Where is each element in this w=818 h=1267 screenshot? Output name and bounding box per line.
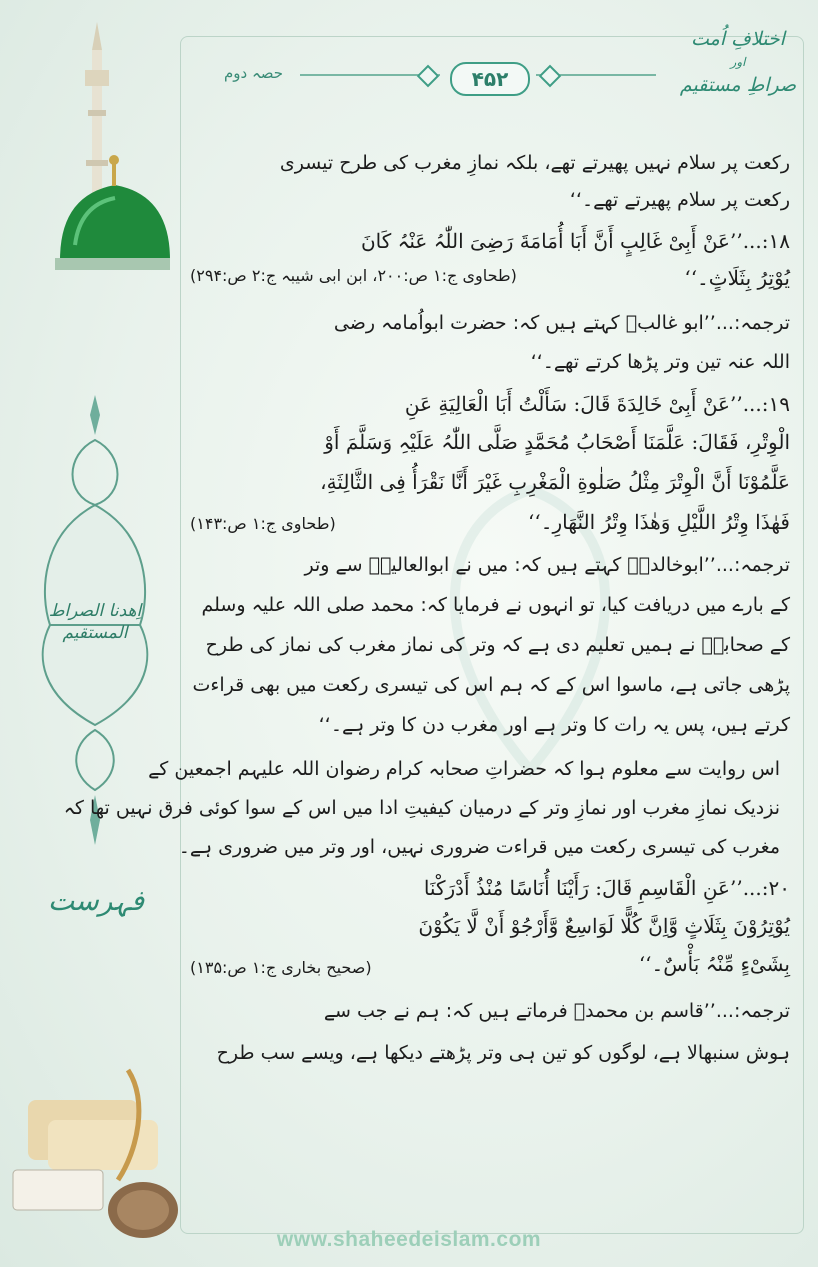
text-line: ہوش سنبھالا ہے، لوگوں کو تین ہی وتر پڑھتے دیکھا ہے، ویسے سب طرح bbox=[216, 1042, 790, 1064]
arabic-line: ۱۹:...’’عَنْ أَبِیْ خَالِدَةَ قَالَ: سَأَلْتُ أَبَا الْعَالِیَةِ عَنِ bbox=[404, 392, 790, 416]
text-line: کرتے ہیں، پس یہ رات کا وتر ہے اور مغرب دن کا وتر ہے۔‘‘ bbox=[318, 714, 790, 736]
arabic-line: یُوْتِرُوْنَ بِثَلَاثٍ وَّاِنَّ کُلًّا لَوَاسِعٌ وَّأَرْجُوْ أَنْ لَّا یَکُوْنَ bbox=[418, 914, 790, 938]
reference: (صحیح بخاری ج:۱ ص:۱۳۵) bbox=[190, 958, 372, 977]
scrolls-quill-icon bbox=[8, 1060, 188, 1250]
arabic-line: ۲۰:...’’عَنِ الْقَاسِمِ قَالَ: رَأَیْنَا أُنَاسًا مُنْذُ أَدْرَکْنَا bbox=[423, 876, 790, 900]
arabic-line: عَلَّمُوْنَا أَنَّ الْوِتْرَ مِثْلُ صَلٰوةِ الْمَغْرِبِ غَیْرَ أَنَّا نَقْرَأُ فِی الثَّالِثَةِ، bbox=[320, 470, 790, 494]
book-title-line2: اور bbox=[730, 55, 746, 69]
arabic-line: یُوْتِرُ بِثَلَاثٍ۔‘‘ bbox=[684, 266, 790, 290]
arabic-line: بِشَیْءٍ مِّنْہُ بَأْسٌ۔‘‘ bbox=[638, 952, 790, 976]
website-url[interactable]: www.shaheedeislam.com bbox=[276, 1228, 542, 1251]
book-title bbox=[678, 22, 798, 102]
text-line: ترجمہ:...’’قاسم بن محمدؒ فرماتے ہیں کہ: ہم نے جب سے bbox=[323, 1000, 790, 1022]
book-title-line1: اختلافِ اُمت bbox=[691, 28, 785, 50]
text-line: کے صحابہؓ نے ہمیں تعلیم دی ہے کہ وتر کی نماز مغرب کی نماز کی طرح bbox=[205, 634, 790, 656]
book-title-line3: صراطِ مستقیم bbox=[679, 74, 797, 96]
header-diamond-icon bbox=[417, 65, 440, 88]
reference: (طحاوی ج:۱ ص:۱۴۳) bbox=[190, 514, 336, 533]
mosque-dome-icon bbox=[40, 10, 170, 280]
page-number: ۴۵۲ bbox=[450, 62, 530, 96]
text-line: مغرب کی تیسری رکعت میں قراءت ضروری نہیں، اور وتر میں ضروری ہے۔ bbox=[178, 836, 780, 858]
arabic-line: فَھٰذَا وِتْرُ اللَّیْلِ وَھٰذَا وِتْرُ النَّھَارِ۔‘‘ bbox=[528, 510, 790, 534]
index-link[interactable]: فہرست bbox=[47, 884, 145, 917]
text-line: ترجمہ:...’’ابوخالدہؒ کہتے ہیں کہ: میں نے ابوالعالیہؒ سے وتر bbox=[304, 554, 790, 576]
text-line: اللہ عنہ تین وتر پڑھا کرتے تھے۔‘‘ bbox=[530, 351, 790, 373]
text-line: اس روایت سے معلوم ہوا کہ حضراتِ صحابہ کرام رضوان اللہ علیہم اجمعین کے bbox=[148, 758, 780, 780]
text-line: کے بارے میں دریافت کیا، تو انہوں نے فرمایا کہ: محمد صلی اللہ علیہ وسلم bbox=[201, 594, 790, 616]
sidebar-calligraphy: اِھدنا الصراط المستقیم bbox=[48, 601, 142, 643]
text-line: رکعت پر سلام پھیرتے تھے۔‘‘ bbox=[569, 189, 790, 211]
text-line: پڑھی جاتی ہے، ماسوا اس کے کہ ہم اس کی تیسری رکعت میں بھی قراءت bbox=[192, 674, 790, 696]
section-label: حصہ دوم bbox=[224, 64, 284, 82]
arabic-line: ۱۸:...’’عَنْ أَبِیْ غَالِبٍ أَنَّ أَبَا أُمَامَةَ رَضِیَ اللّٰہُ عَنْہُ کَانَ bbox=[360, 229, 790, 253]
arabic-line: الْوِتْرِ، فَقَالَ: عَلَّمَنَا أَصْحَابُ مُحَمَّدٍ صَلَّی اللّٰہُ عَلَیْہِ وَسَلَّمَ أَوْ bbox=[324, 430, 790, 454]
header-diamond-icon bbox=[539, 65, 562, 88]
text-line: رکعت پر سلام نہیں پھیرتے تھے، بلکہ نمازِ مغرب کی طرح تیسری bbox=[279, 152, 790, 174]
text-line: ترجمہ:...’’ابو غالبؒ کہتے ہیں کہ: حضرت ابواُمامہ رضی bbox=[333, 312, 790, 334]
text-line: نزدیک نمازِ مغرب اور نمازِ وتر کے درمیان کیفیتِ ادا میں اس کے سوا کوئی فرق نہیں تھا کہ bbox=[63, 797, 780, 819]
reference: (طحاوی ج:۱ ص:۲۰۰، ابن ابی شیبہ ج:۲ ص:۲۹۴) bbox=[190, 266, 517, 285]
